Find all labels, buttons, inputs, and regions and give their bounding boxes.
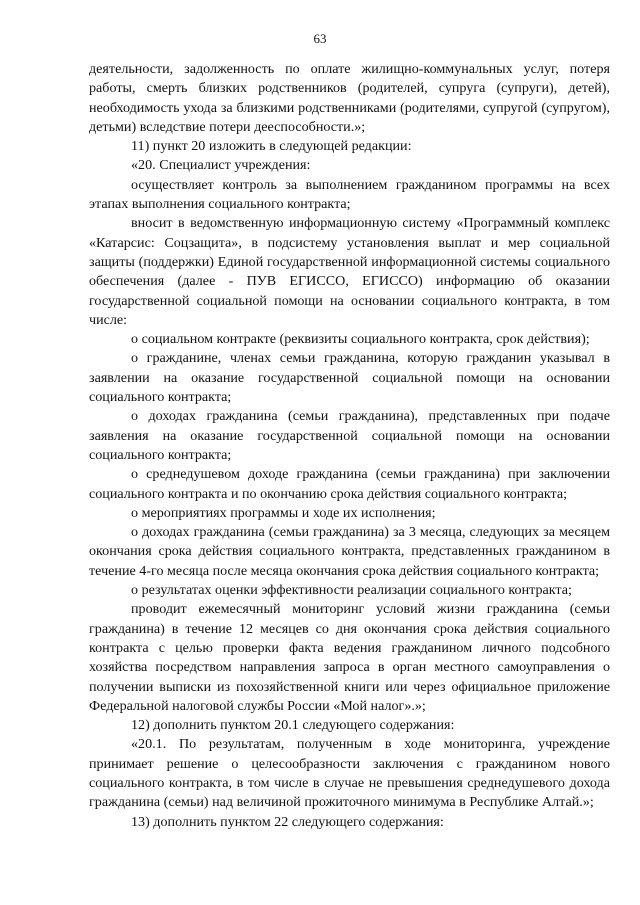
paragraph: «20. Специалист учреждения: <box>131 157 311 174</box>
paragraph: осуществляет контроль за выполнением гражданином программы на всех этапах выполнения социального контракта; <box>89 176 610 213</box>
paragraph: проводит ежемесячный мониторинг условий жизни гражданина (семьи гражданина) в течение 12 месяцев со дня окончания срока действия социального контракта с целью проверки факта ведения гражданином личного подсобного хозяйства посредством направления запроса в орган местного самоуправления о получении выписки из похозяйственной книги или через официальное приложение Федеральной налоговой службы России «Мой налог».»; <box>89 601 610 714</box>
paragraph: 12) дополнить пунктом 20.1 следующего содержания: <box>131 717 455 734</box>
paragraph: о результатах оценки эффективности реализации социального контракта; <box>131 582 572 599</box>
paragraph: 11) пункт 20 изложить в следующей редакции: <box>131 138 412 155</box>
page-number: 63 <box>313 31 327 46</box>
paragraph: 13) дополнить пунктом 22 следующего содержания: <box>131 813 444 830</box>
paragraph: о доходах гражданина (семьи гражданина), представленных при подаче заявления на оказание государственной социальной помощи на основании социального контракта; <box>89 408 610 463</box>
paragraph: деятельности, задолженность по оплате жилищно-коммунальных услуг, потеря работы, смерть близких родственников (родителей, супруга (супруги), детей), необходимость ухода за близкими родственниками (родителями, супругой (супругом), детьми) вследствие потери дееспособности.»; <box>89 61 610 135</box>
paragraph: о социальном контракте (реквизиты социального контракта, срок действия); <box>131 331 590 348</box>
paragraph: вносит в ведомственную информационную систему «Программный комплекс «Катарсис: Соцзащита», в подсистему установления выплат и мер социальной защиты (поддержки) Единой государственной информационной системы социального обеспечения (далее - ПУВ ЕГИССО, ЕГИССО) информацию об оказании государственной социальной помощи на основании социального контракта, в том числе: <box>89 215 610 328</box>
paragraph: «20.1. По результатам, полученным в ходе мониторинга, учреждение принимает решение о целесообразности заключения с гражданином нового социального контракта, в том числе в случае не превышения среднедушевого дохода гражданина (семьи) над величиной прожиточного минимума в Республике Алтай.»; <box>89 736 610 811</box>
paragraph: о доходах гражданина (семьи гражданина) за 3 месяца, следующих за месяцем окончания срока действия социального контракта, представленных гражданином в течение 4-го месяца после месяца окончания срока действия социального контракта; <box>89 524 610 579</box>
paragraph: о мероприятиях программы и ходе их исполнения; <box>131 504 436 521</box>
document-body <box>89 60 610 832</box>
paragraph: о среднедушевом доходе гражданина (семьи гражданина) при заключении социального контракта и по окончанию срока действия социального контракта; <box>89 466 610 502</box>
paragraph: о гражданине, членах семьи гражданина, которую гражданин указывал в заявлении на оказание государственной социальной помощи на основании социального контракта; <box>89 350 610 406</box>
